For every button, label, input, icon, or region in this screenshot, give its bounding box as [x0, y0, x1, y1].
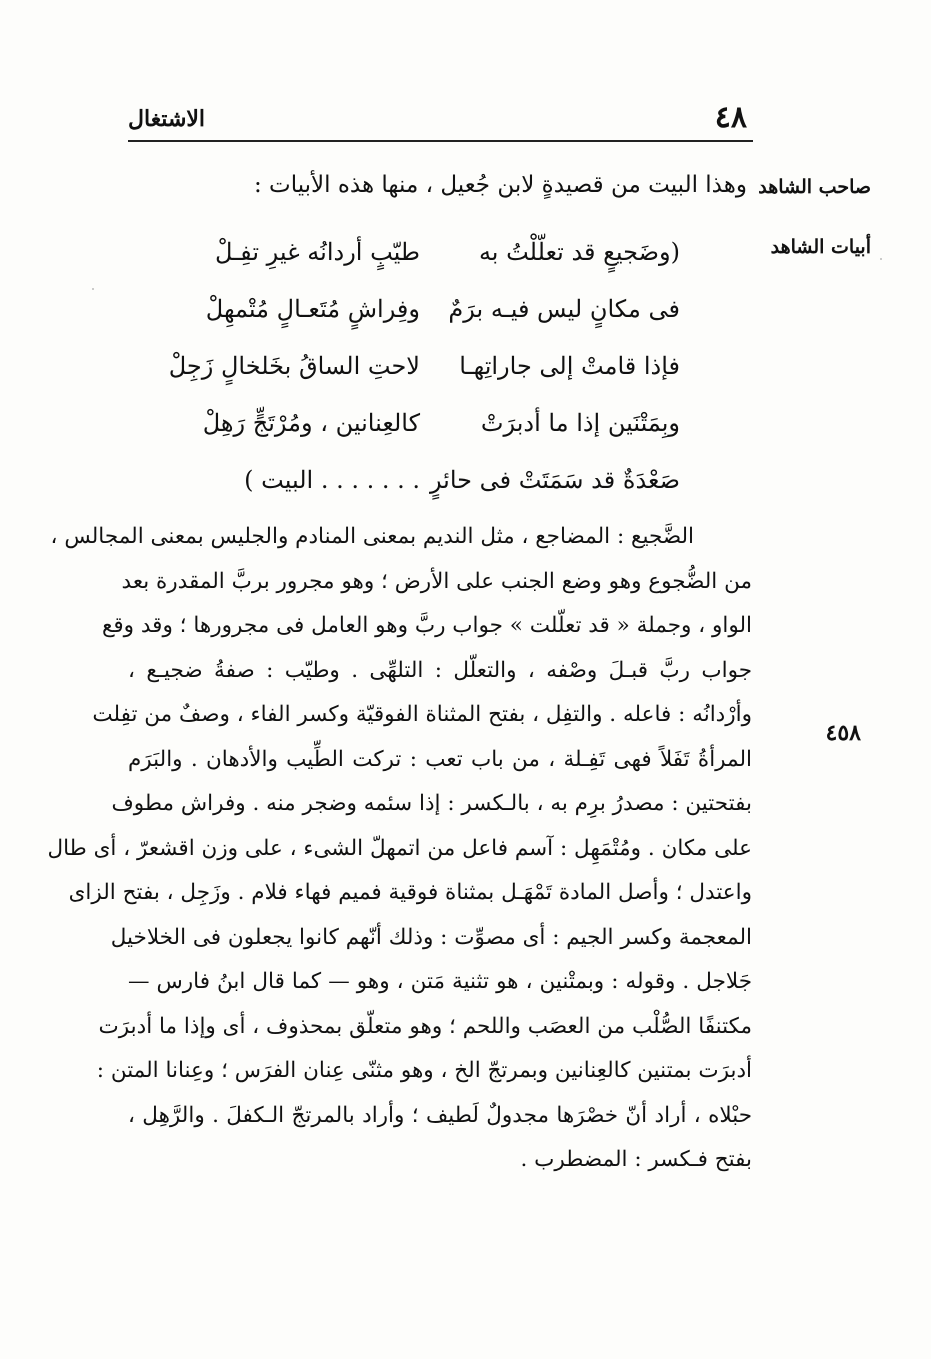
verse-first-hemistich: وبِمَتْنَين إذا ما أدبرَتْ [480, 409, 680, 437]
commentary-line: جواب ربَّ قبـلَ وصْفه ، والتعلّل : التلهِّى . وطيّب : صفةُ ضجيـع ، [128, 657, 752, 683]
side-note-poet: صاحب الشاهد [758, 176, 871, 198]
paper-speck [880, 258, 882, 260]
commentary-line: بفتح فـكسر : المضطرب . [520, 1147, 752, 1172]
page-number: ٤٨ [714, 100, 747, 135]
verse-first-hemistich: صَعْدَةٌ قد سَمَتَتْ فى حائرٍ [429, 466, 680, 494]
witness-number: ٤٥٨ [825, 720, 861, 746]
commentary-line: المرأةُ تَفَلاً فهى تَفِـلة ، من باب تعب : تركت الطِّيب والأدهان . والبَرَم [128, 746, 752, 772]
verse [190, 403, 680, 460]
verse-second-hemistich: . . . . . . . البيت ) [244, 466, 420, 494]
verse-second-hemistich: طيّبٍ أردانُه غيرِ تفِـلْ [214, 238, 420, 266]
verse-second-hemistich: كالعِنانين ، ومُرْتَجٍّ رَهِلْ [202, 409, 420, 437]
verse [168, 346, 680, 403]
commentary-line: من الضُّجوع وهو وضع الجنب على الأرض ؛ وهو مجرور بربَّ المقدرة بعد [121, 568, 752, 594]
commentary-line: جَلاجل . وقوله : وبمتْنين ، هو تثنية مَتن ، وهو — كما قال ابنُ فارس — [128, 969, 752, 994]
verse-second-hemistich: وفِراشٍ مُتَعـالٍ مُتْمهِلْ [205, 295, 420, 323]
commentary-line: الضَّجيع : المضاجع ، مثل النديم بمعنى المنادم والجليس بمعنى المجالس ، [50, 524, 694, 549]
verse-first-hemistich: فإذا قامتْ إلى جاراتِهـا [459, 352, 680, 380]
commentary-line: أدبرَت بمتنين كالعِنانين وبمرتجّ الخ ، وهو مثنّى عِنان الفرَس ؛ وعِنانا المتن : [96, 1058, 752, 1083]
intro-text: وهذا البيت من قصيدةٍ لابن جُعيل ، منها هذه الأبيات : [253, 172, 747, 198]
verse [190, 289, 680, 346]
commentary-line: واعتدل ؛ وأصل المادة تَمْهَـل بمثناة فوقية فميم فهاء فلام . وزَجِل ، بفتح الزاى [68, 880, 752, 905]
commentary-line: المعجمة وكسر الجيم : أى مصوِّت : وذلك أنّهم كانوا يجعلون فى الخلاخيل [110, 924, 752, 950]
commentary-line: بفتحتين : مصدرُ برِم به ، بالـكسر : إذا سئمه وضجر منه . وفراش مطوف [111, 791, 752, 816]
verse-second-hemistich: لاحتِ الساقُ بخَلخالٍ زَجِلْ [168, 352, 420, 380]
commentary-line: حبْلاه ، أراد أنّ خصْرَها مجدولٌ لَطيف ؛ وأراد بالمرتجّ الـكفلَ . والرَّهِل ، [128, 1102, 752, 1128]
commentary-block [47, 518, 752, 1186]
verse [190, 232, 680, 289]
running-title: الاشتغال [128, 106, 206, 132]
commentary-line: على مكان . ومُتْمَهِل : آسم فاعل من اتمهلّ الشىء ، على وزن اقشعرّ ، أى طال [47, 835, 752, 861]
verse-first-hemistich: فى مكانٍ ليس فيـه برَمٌ [448, 295, 680, 323]
verse-first-hemistich: (وضَجيعٍ قد تعلّلْتُ به [478, 238, 680, 266]
commentary-line: الواو ، وجملة « قد تعلّلت » جواب ربَّ وهو العامل فى مجرورها ؛ وقد وقع [101, 613, 752, 638]
page-header [128, 100, 753, 142]
commentary-line: وأرْدانُه : فاعله . والتفِل ، بفتح المثناة الفوقيّة وكسر الفاء ، وصفٌ من تفِلت [92, 702, 752, 727]
paper-speck [92, 288, 94, 290]
commentary-line: مكتنفًا الصُّلْب من العصَب واللحم ؛ وهو متعلّق بمحذوف ، أى وإذا ما أدبرَت [98, 1013, 752, 1039]
verse [190, 460, 680, 517]
side-note-verses: أبيات الشاهد [770, 236, 871, 258]
verses-block [168, 232, 680, 517]
